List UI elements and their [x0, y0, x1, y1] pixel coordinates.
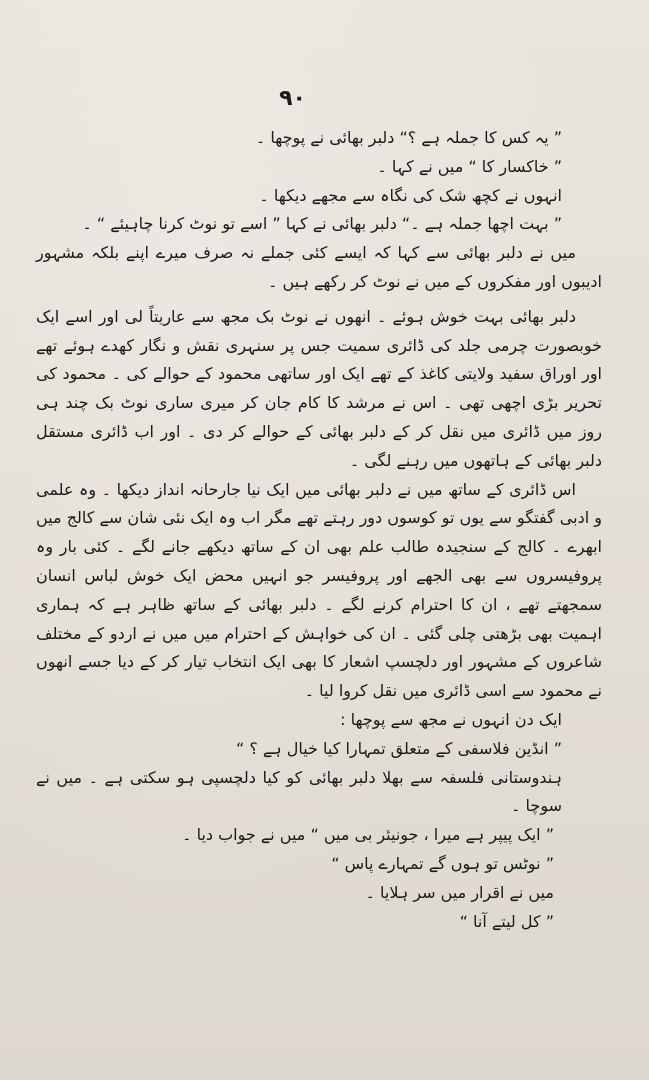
- paragraph: دلبر بھائی بہت خوش ہوئے ۔ انھوں نے نوٹ بک مجھ سے عاریتاً لی اور اسے ایک خوبصورت چرمی جلد کی ڈائری سمیت جس پر سنہری نقش و نگار کھدے ہوئے تھے اور اوراق سفید ولایتی کاغذ کے تھے ایک اور ساتھی محمود کے حوالے کی ۔ محمود کی تحریر بڑی اچھی تھی ۔ اس نے مرشد کا کام جان کر میری ساری نوٹ بک چند ہی روز میں ڈائری میں نقل کر کے دلبر بھائی کے حوالے کر دی ۔ اور اب ڈائری مستقل دلبر بھائی کے ہاتھوں میں رہنے لگی ۔: [36, 306, 602, 470]
- page-text: [36, 124, 602, 936]
- narration-line: میں نے اقرار میں سر ہلایا ۔: [365, 882, 554, 902]
- dialogue-line: ” ایک پیپر ہے میرا ، جونیئر بی میں “ میں نے جواب دیا ۔: [182, 825, 554, 845]
- dialogue-line: ” انڈین فلاسفی کے متعلق تمہارا کیا خیال ہے ؟ “: [235, 738, 562, 758]
- narration-line: ہندوستانی فلسفہ سے بھلا دلبر بھائی کو کیا دلچسپی ہو سکتی ہے ۔ میں نے سوچا ۔: [36, 767, 562, 816]
- paragraph: اس ڈائری کے ساتھ میں نے دلبر بھائی میں ایک نیا جارحانہ انداز دیکھا ۔ وہ علمی و ادبی گفتگو سے یوں تو کوسوں دور رہتے تھے مگر اب وہ ایک نئی شان سے کالج میں ابھرے ۔ کالج کے سنجیدہ طالب علم بھی ان کے ساتھ دیکھے جانے لگے ۔ کئی بار وہ پروفیسروں سے بھی الجھے اور پروفیسر جو انہیں محض ایک خوش لباس انسان سمجھتے تھے ، ان کا احترام کرنے لگے ۔ دلبر بھائی کے ساتھ ظاہر ہے کہ ہماری اہمیت بھی بڑھتی چلی گئی ۔ ان کی خواہش کے احترام میں میں نے اردو کے مختلف شاعروں کے مشہور اور دلچسپ اشعار کا بھی ایک انتخاب تیار کر کے دیا جسے انھوں نے محمود سے اسی ڈائری میں نقل کروا لیا ۔: [36, 479, 602, 701]
- dialogue-line: ” کل لیتے آنا “: [459, 911, 554, 931]
- paragraph: میں نے دلبر بھائی سے کہا کہ ایسے کئی جملے نہ صرف میرے اپنے بلکہ مشہور ادیبوں اور مفکروں کے میں نے نوٹ کر رکھے ہیں ۔: [36, 243, 602, 291]
- narration-line: ایک دن انہوں نے مجھ سے پوچھا :: [340, 709, 562, 729]
- dialogue-line: ” نوٹس تو ہوں گے تمہارے پاس “: [331, 853, 554, 873]
- dialogue-line: ” بہت اچھا جملہ ہے ۔“ دلبر بھائی نے کہا ” اسے تو نوٹ کرنا چاہیئے “ ۔: [82, 214, 562, 234]
- page-number: ۹۰: [279, 86, 306, 111]
- narration-line: انہوں نے کچھ شک کی نگاہ سے مجھے دیکھا ۔: [259, 185, 562, 205]
- dialogue-line: ” خاکسار کا “ میں نے کہا ۔: [377, 156, 562, 176]
- dialogue-line: ” یہ کس کا جملہ ہے ؟“ دلبر بھائی نے پوچھا ۔: [255, 128, 562, 147]
